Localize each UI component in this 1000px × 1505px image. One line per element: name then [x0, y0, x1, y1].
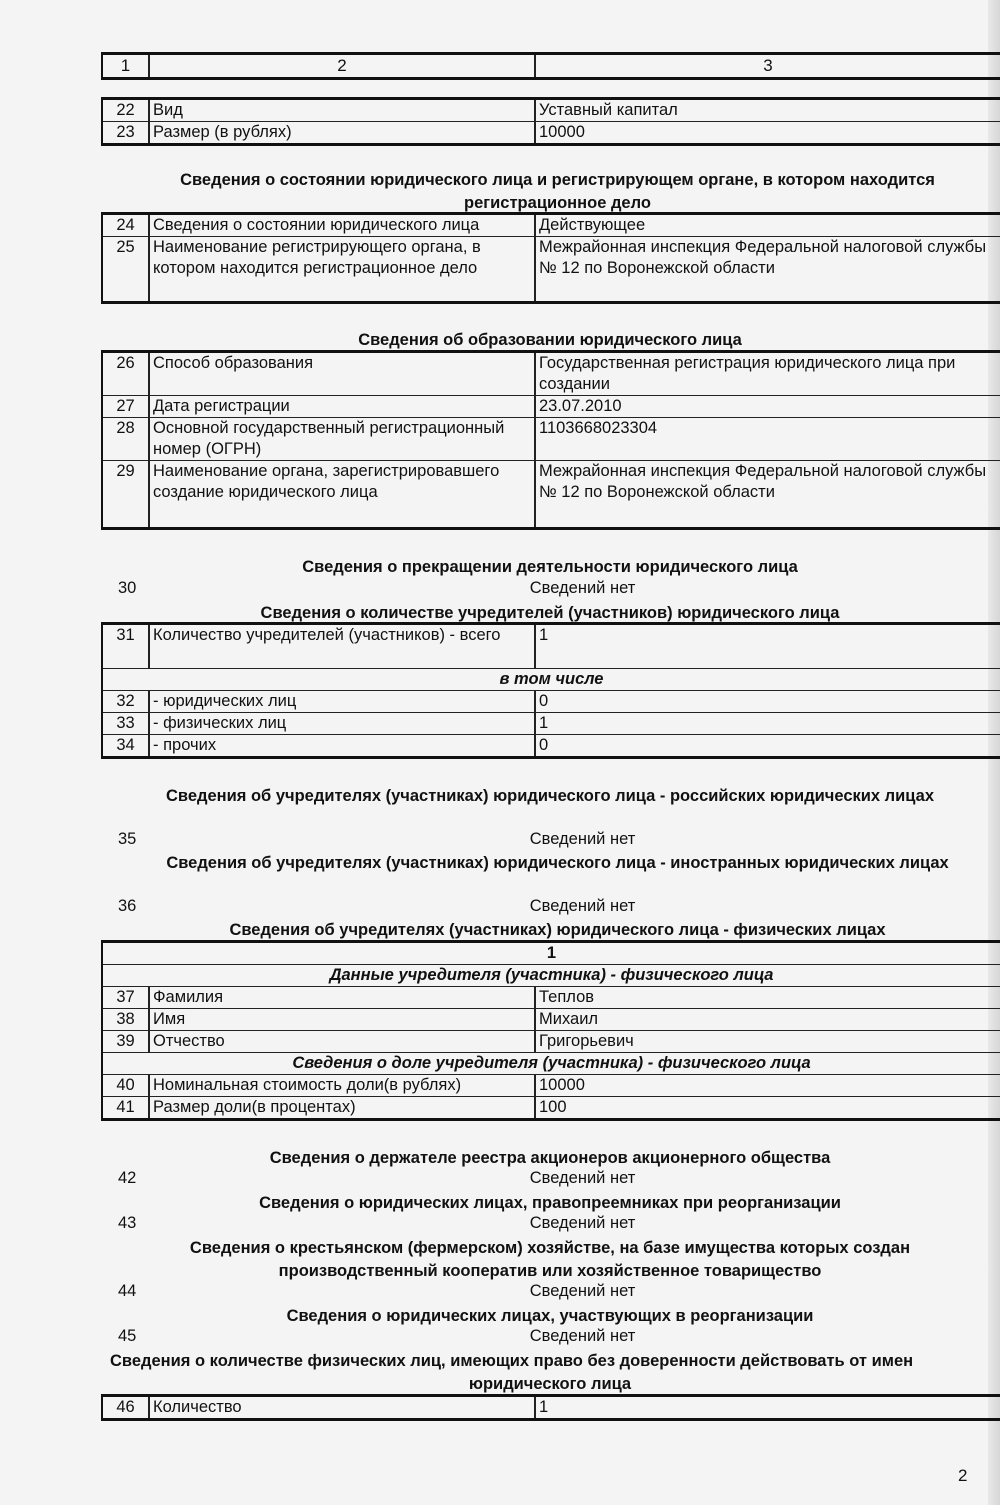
- row-number: 38: [102, 1009, 149, 1031]
- table-row: [102, 713, 1000, 735]
- section-title-successors: Сведения о юридических лицах, правопреемниках при реорганизации: [259, 1194, 841, 1212]
- section-title-russian-legal-founders: Сведения об учредителях (участниках) юридического лица - российских юридических лицах: [165, 787, 935, 805]
- no-data-text: Сведений нет: [529, 1327, 636, 1345]
- row-value: 1: [535, 1396, 1000, 1420]
- row-value: 1103668023304: [535, 418, 1000, 461]
- russian-legal-founders-row: [100, 830, 1000, 852]
- subheader-row: [102, 965, 1000, 987]
- section-title-foreign-legal-founders: Сведения об учредителях (участниках) юридического лица - иностранных юридических лицах: [166, 854, 949, 872]
- row-label: Сведения о состоянии юридического лица: [149, 214, 535, 237]
- subheader-row: [102, 669, 1000, 691]
- table-row: [102, 461, 1000, 529]
- row-number: 36: [118, 897, 137, 915]
- subheader-founder-data: Данные учредителя (участника) - физического лица: [102, 965, 1000, 987]
- row-number: 41: [102, 1097, 149, 1120]
- section-title-reorg-participants: Сведения о юридических лицах, участвующих в реорганизации: [286, 1307, 814, 1325]
- table-row: [102, 1097, 1000, 1120]
- subheader-founder-share: Сведения о доле учредителя (участника) - физического лица: [102, 1053, 1000, 1075]
- page-number: 2: [958, 1466, 968, 1485]
- subheader-in-total: в том числе: [102, 669, 1000, 691]
- table-row: [102, 237, 1000, 303]
- capital-table: [101, 97, 1000, 146]
- status-table: [101, 212, 1000, 304]
- row-number: 28: [102, 418, 149, 461]
- section-title-status: Сведения о состоянии юридического лица и регистрирующем органе, в котором находится регистрационное дело: [180, 171, 935, 212]
- row-number: 25: [102, 237, 149, 303]
- row-number: 45: [118, 1327, 137, 1345]
- founder-index-row: [102, 942, 1000, 965]
- column-header-1: 1: [102, 54, 149, 79]
- row-value: 0: [535, 691, 1000, 713]
- row-label: Способ образования: [149, 352, 535, 396]
- row-value: Михаил: [535, 1009, 1000, 1031]
- table-row: [102, 735, 1000, 758]
- row-value: Уставный капитал: [535, 99, 1000, 122]
- row-label: Наименование органа, зарегистрировавшего создание юридического лица: [149, 461, 535, 529]
- row-value: 0: [535, 735, 1000, 758]
- successors-row: [100, 1214, 1000, 1236]
- table-row: [102, 418, 1000, 461]
- column-header-2: 2: [149, 54, 535, 79]
- row-number: 46: [102, 1396, 149, 1420]
- row-value: Теплов: [535, 987, 1000, 1009]
- section-title-formation: Сведения об образовании юридического лица: [358, 331, 742, 349]
- row-label: Количество учредителей (участников) - всего: [149, 624, 535, 669]
- founders-count-table: [101, 622, 1000, 759]
- row-label: Номинальная стоимость доли(в рублях): [149, 1075, 535, 1097]
- table-row: [102, 987, 1000, 1009]
- registry-holder-row: [100, 1169, 1000, 1191]
- no-data-text: Сведений нет: [529, 1214, 636, 1232]
- row-number: 24: [102, 214, 149, 237]
- row-number: 39: [102, 1031, 149, 1053]
- section-title-individual-founders: Сведения об учредителях (участниках) юридического лица - физических лицах: [229, 921, 886, 939]
- row-number: 43: [118, 1214, 137, 1232]
- table-row: [102, 624, 1000, 669]
- row-value: 1: [535, 713, 1000, 735]
- farm-row: [100, 1282, 1000, 1304]
- table-row: [102, 1396, 1000, 1420]
- row-label: Размер доли(в процентах): [149, 1097, 535, 1120]
- no-data-text: Сведений нет: [529, 1282, 636, 1300]
- row-label: Отчество: [149, 1031, 535, 1053]
- table-row: [102, 1031, 1000, 1053]
- table-row: [102, 396, 1000, 418]
- individual-founders-table: [101, 940, 1000, 1121]
- row-number: 44: [118, 1282, 137, 1300]
- table-row: [102, 122, 1000, 145]
- section-title-farm-line2: производственный кооператив или хозяйственное товарищество: [278, 1262, 822, 1280]
- authorized-persons-table: [101, 1394, 1000, 1421]
- row-number: 37: [102, 987, 149, 1009]
- table-row: [102, 1009, 1000, 1031]
- row-value: 10000: [535, 122, 1000, 145]
- termination-row: [100, 579, 1000, 601]
- row-value: Григорьевич: [535, 1031, 1000, 1053]
- table-row: [102, 214, 1000, 237]
- section-title-founders-count: Сведения о количестве учредителей (участников) юридического лица: [260, 604, 840, 622]
- row-label: Основной государственный регистрационный номер (ОГРН): [149, 418, 535, 461]
- reorg-participants-row: [100, 1327, 1000, 1349]
- row-value: Государственная регистрация юридического лица при создании: [535, 352, 1000, 396]
- row-number: 29: [102, 461, 149, 529]
- row-number: 40: [102, 1075, 149, 1097]
- column-header-3: 3: [535, 54, 1000, 79]
- section-title-registry-holder: Сведения о держателе реестра акционеров акционерного общества: [269, 1149, 831, 1167]
- no-data-text: Сведений нет: [529, 897, 636, 915]
- column-header-table: [101, 52, 1000, 80]
- row-value: 10000: [535, 1075, 1000, 1097]
- row-label: Количество: [149, 1396, 535, 1420]
- no-data-text: Сведений нет: [529, 830, 636, 848]
- founder-index: 1: [102, 942, 1000, 965]
- row-number: 31: [102, 624, 149, 669]
- row-number: 42: [118, 1169, 137, 1187]
- row-label: Размер (в рублях): [149, 122, 535, 145]
- row-label: Фамилия: [149, 987, 535, 1009]
- row-label: - физических лиц: [149, 713, 535, 735]
- row-label: - юридических лиц: [149, 691, 535, 713]
- row-label: - прочих: [149, 735, 535, 758]
- foreign-legal-founders-row: [100, 897, 1000, 919]
- no-data-text: Сведений нет: [529, 1169, 636, 1187]
- table-row: [102, 1075, 1000, 1097]
- row-number: 22: [102, 99, 149, 122]
- table-row: [102, 352, 1000, 396]
- row-value: 100: [535, 1097, 1000, 1120]
- row-number: 27: [102, 396, 149, 418]
- section-title-termination: Сведения о прекращении деятельности юридического лица: [302, 558, 798, 576]
- row-label: Имя: [149, 1009, 535, 1031]
- subheader-row: [102, 1053, 1000, 1075]
- formation-table: [101, 350, 1000, 530]
- row-number: 23: [102, 122, 149, 145]
- row-label: Наименование регистрирующего органа, в котором находится регистрационное дело: [149, 237, 535, 303]
- row-label: Дата регистрации: [149, 396, 535, 418]
- row-value: Действующее: [535, 214, 1000, 237]
- table-row: [102, 691, 1000, 713]
- row-number: 32: [102, 691, 149, 713]
- row-number: 26: [102, 352, 149, 396]
- no-data-text: Сведений нет: [529, 579, 636, 597]
- section-title-authorized-persons-line2: юридического лица: [468, 1375, 632, 1393]
- row-number: 33: [102, 713, 149, 735]
- row-number: 34: [102, 735, 149, 758]
- section-title-farm-line1: Сведения о крестьянском (фермерском) хозяйстве, на базе имущества которых создан: [189, 1239, 911, 1257]
- table-row: [102, 99, 1000, 122]
- section-title-authorized-persons-line1: Сведения о количестве физических лиц, имеющих право без доверенности действовать от имен: [110, 1352, 914, 1370]
- row-value: 1: [535, 624, 1000, 669]
- row-value: Межрайонная инспекция Федеральной налоговой службы № 12 по Воронежской области: [535, 237, 1000, 303]
- row-label: Вид: [149, 99, 535, 122]
- row-value: Межрайонная инспекция Федеральной налоговой службы № 12 по Воронежской области: [535, 461, 1000, 529]
- row-number: 35: [118, 830, 137, 848]
- row-number: 30: [118, 579, 137, 597]
- row-value: 23.07.2010: [535, 396, 1000, 418]
